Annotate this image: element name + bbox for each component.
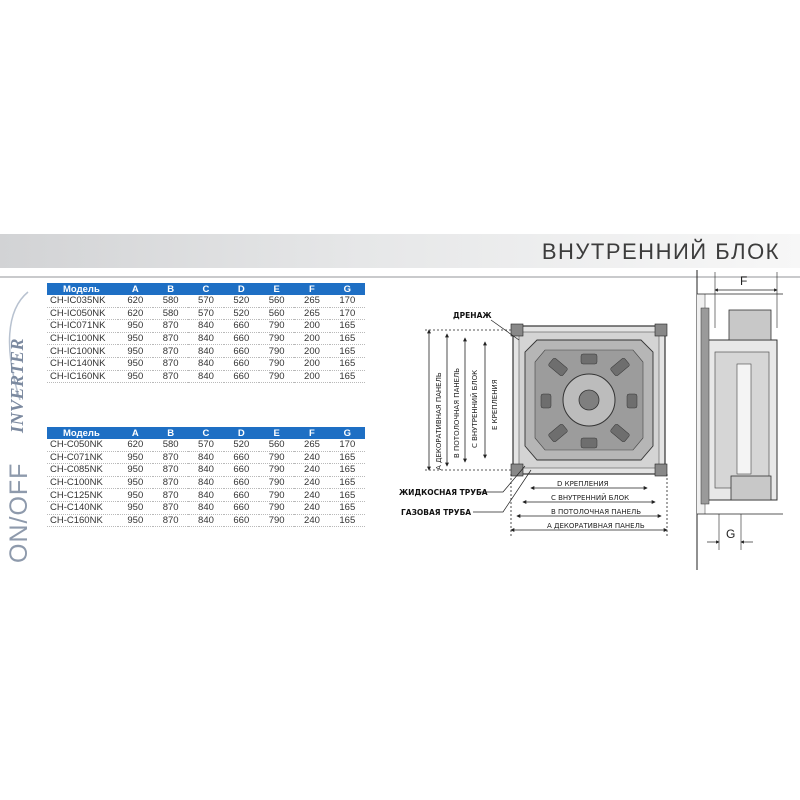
inverter-brand-label: INVERTER	[7, 337, 27, 433]
dimension-cell: 240	[294, 489, 329, 502]
table-row	[47, 345, 365, 358]
dimension-cell: 950	[118, 501, 153, 514]
dimension-cell: 840	[188, 514, 223, 527]
dimension-cell: 660	[224, 501, 259, 514]
dimension-cell: 840	[188, 345, 223, 358]
dimension-cell: 840	[188, 464, 223, 477]
onoff-dimensions-table	[47, 427, 365, 527]
dimension-cell: 165	[330, 451, 365, 464]
dimension-cell: 660	[224, 451, 259, 464]
table-row	[47, 451, 365, 464]
dimension-cell: 840	[188, 476, 223, 489]
table-row	[47, 501, 365, 514]
column-header-g: G	[330, 427, 365, 439]
dimension-cell: 165	[330, 320, 365, 333]
dimension-cell: 870	[153, 451, 188, 464]
dimension-cell: 870	[153, 476, 188, 489]
dimension-cell: 170	[330, 295, 365, 307]
dimension-cell: 265	[294, 307, 329, 320]
dimension-cell: 265	[294, 439, 329, 451]
dimension-cell: 200	[294, 370, 329, 383]
model-cell: CH-C100NK	[47, 476, 118, 489]
model-cell: CH-C071NK	[47, 451, 118, 464]
column-header-f: F	[294, 427, 329, 439]
dimension-cell: 200	[294, 357, 329, 370]
dimension-cell: 950	[118, 451, 153, 464]
table-row	[47, 514, 365, 527]
dimension-cell: 165	[330, 489, 365, 502]
column-header-e: E	[259, 283, 294, 295]
dimension-cell: 950	[118, 489, 153, 502]
header-band	[0, 234, 800, 268]
column-header-d: D	[224, 283, 259, 295]
dimension-cell: 660	[224, 357, 259, 370]
dimension-cell: 950	[118, 370, 153, 383]
column-header-model: Модель	[47, 427, 118, 439]
dimension-cell: 840	[188, 332, 223, 345]
dimension-cell: 660	[224, 332, 259, 345]
table-row	[47, 295, 365, 307]
dimension-cell: 200	[294, 345, 329, 358]
dimension-cell: 870	[153, 320, 188, 333]
table-row	[47, 332, 365, 345]
dimension-cell: 165	[330, 370, 365, 383]
dimension-cell: 870	[153, 332, 188, 345]
table-row	[47, 464, 365, 477]
dimension-cell: 950	[118, 514, 153, 527]
dimension-cell: 870	[153, 489, 188, 502]
table-row	[47, 370, 365, 383]
dimension-cell: 620	[118, 307, 153, 320]
dimension-cell: 840	[188, 489, 223, 502]
table-row	[47, 307, 365, 320]
dimension-cell: 200	[294, 332, 329, 345]
dimension-cell: 790	[259, 332, 294, 345]
dimension-cell: 790	[259, 357, 294, 370]
dimension-cell: 560	[259, 295, 294, 307]
dimension-cell: 840	[188, 370, 223, 383]
dimension-cell: 265	[294, 295, 329, 307]
column-header-a: A	[118, 427, 153, 439]
table-header-row	[47, 283, 365, 295]
dimension-cell: 170	[330, 439, 365, 451]
dimension-cell: 660	[224, 345, 259, 358]
dimension-cell: 240	[294, 476, 329, 489]
dim-c-vertical-label: C ВНУТРЕННИЙ БЛОК	[471, 369, 479, 448]
model-cell: CH-IC035NK	[47, 295, 118, 307]
column-header-d: D	[224, 427, 259, 439]
column-header-b: B	[153, 283, 188, 295]
dimension-cell: 240	[294, 514, 329, 527]
dimension-cell: 520	[224, 295, 259, 307]
dimension-cell: 790	[259, 501, 294, 514]
dimension-cell: 950	[118, 320, 153, 333]
dim-f-side-label: F	[740, 274, 748, 288]
dim-b-vertical-label: B ПОТОЛОЧНАЯ ПАНЕЛЬ	[453, 367, 461, 458]
dimension-cell: 950	[118, 332, 153, 345]
liquid-pipe-label: ЖИДКОСНАЯ ТРУБА	[399, 488, 488, 497]
dimension-cell: 660	[224, 464, 259, 477]
dimension-cell: 870	[153, 464, 188, 477]
dim-a-vertical-label: A ДЕКОРАТИВНАЯ ПАНЕЛЬ	[435, 372, 443, 470]
column-header-c: C	[188, 283, 223, 295]
dimension-cell: 620	[118, 295, 153, 307]
onoff-brand-label: ON/OFF	[5, 462, 33, 563]
table-row	[47, 476, 365, 489]
model-cell: CH-IC160NK	[47, 370, 118, 383]
dimension-cell: 790	[259, 451, 294, 464]
dim-b-horizontal-label: B ПОТОЛОЧНАЯ ПАНЕЛЬ	[551, 508, 642, 516]
dimension-cell: 165	[330, 514, 365, 527]
dimension-cell: 660	[224, 320, 259, 333]
page-title: ВНУТРЕННИЙ БЛОК	[541, 239, 780, 264]
model-cell: CH-C050NK	[47, 439, 118, 451]
unit-top-view	[511, 324, 667, 476]
dim-a-horizontal-label: A ДЕКОРАТИВНАЯ ПАНЕЛЬ	[547, 522, 645, 530]
dimension-cell: 840	[188, 451, 223, 464]
unit-dimension-drawing	[385, 270, 800, 580]
dimension-cell: 790	[259, 514, 294, 527]
column-header-model: Модель	[47, 283, 118, 295]
model-cell: CH-IC100NK	[47, 332, 118, 345]
dimension-cell: 870	[153, 370, 188, 383]
dim-g-side-label: G	[726, 527, 736, 541]
dimension-cell: 790	[259, 476, 294, 489]
dimension-cell: 950	[118, 357, 153, 370]
model-cell: CH-C160NK	[47, 514, 118, 527]
dimension-cell: 870	[153, 345, 188, 358]
dimension-cell: 840	[188, 357, 223, 370]
drain-label: ДРЕНАЖ	[453, 311, 492, 320]
column-header-f: F	[294, 283, 329, 295]
model-cell: CH-IC050NK	[47, 307, 118, 320]
dimension-cell: 790	[259, 320, 294, 333]
model-cell: CH-C085NK	[47, 464, 118, 477]
column-header-g: G	[330, 283, 365, 295]
unit-side-view	[697, 270, 783, 570]
dim-d-horizontal-label: D КРЕПЛЕНИЯ	[557, 480, 609, 488]
dimension-cell: 165	[330, 332, 365, 345]
dimension-cell: 570	[188, 307, 223, 320]
dimension-cell: 660	[224, 476, 259, 489]
dimension-cell: 560	[259, 439, 294, 451]
dimension-cell: 790	[259, 345, 294, 358]
dimension-cell: 560	[259, 307, 294, 320]
dimension-cell: 165	[330, 464, 365, 477]
dimension-cell: 520	[224, 439, 259, 451]
model-cell: CH-IC100NK	[47, 345, 118, 358]
dimension-cell: 240	[294, 464, 329, 477]
dimension-cell: 840	[188, 501, 223, 514]
dimension-cell: 660	[224, 514, 259, 527]
column-header-b: B	[153, 427, 188, 439]
dimension-cell: 165	[330, 357, 365, 370]
model-cell: CH-C125NK	[47, 489, 118, 502]
table-row	[47, 439, 365, 451]
dimension-cell: 580	[153, 439, 188, 451]
model-cell: CH-C140NK	[47, 501, 118, 514]
inverter-dimensions-table	[47, 283, 365, 383]
dimension-cell: 165	[330, 501, 365, 514]
dimension-cell: 790	[259, 464, 294, 477]
dimension-cell: 660	[224, 370, 259, 383]
dimension-cell: 240	[294, 451, 329, 464]
column-header-e: E	[259, 427, 294, 439]
dimension-cell: 620	[118, 439, 153, 451]
dim-c-horizontal-label: C ВНУТРЕННИЙ БЛОК	[551, 494, 630, 502]
dimension-cell: 165	[330, 345, 365, 358]
dimension-cell: 870	[153, 357, 188, 370]
column-header-a: A	[118, 283, 153, 295]
table-header-row	[47, 427, 365, 439]
table-row	[47, 320, 365, 333]
dimension-cell: 200	[294, 320, 329, 333]
dimension-cell: 950	[118, 476, 153, 489]
dimension-cell: 870	[153, 514, 188, 527]
dimension-cell: 660	[224, 489, 259, 502]
dimension-cell: 520	[224, 307, 259, 320]
dimension-cell: 950	[118, 464, 153, 477]
dimension-cell: 165	[330, 476, 365, 489]
model-cell: CH-IC071NK	[47, 320, 118, 333]
dimension-cell: 790	[259, 370, 294, 383]
dimension-cell: 580	[153, 295, 188, 307]
dimension-cell: 870	[153, 501, 188, 514]
dimension-cell: 570	[188, 439, 223, 451]
dim-e-vertical-label: E КРЕПЛЕНИЯ	[491, 379, 499, 430]
gas-pipe-label: ГАЗОВАЯ ТРУБА	[401, 508, 472, 517]
dimension-cell: 570	[188, 295, 223, 307]
dimension-cell: 840	[188, 320, 223, 333]
dimension-cell: 950	[118, 345, 153, 358]
dimension-cell: 170	[330, 307, 365, 320]
model-cell: CH-IC140NK	[47, 357, 118, 370]
dimension-cell: 580	[153, 307, 188, 320]
table-row	[47, 357, 365, 370]
column-header-c: C	[188, 427, 223, 439]
table-row	[47, 489, 365, 502]
dimension-cell: 240	[294, 501, 329, 514]
dimension-cell: 790	[259, 489, 294, 502]
